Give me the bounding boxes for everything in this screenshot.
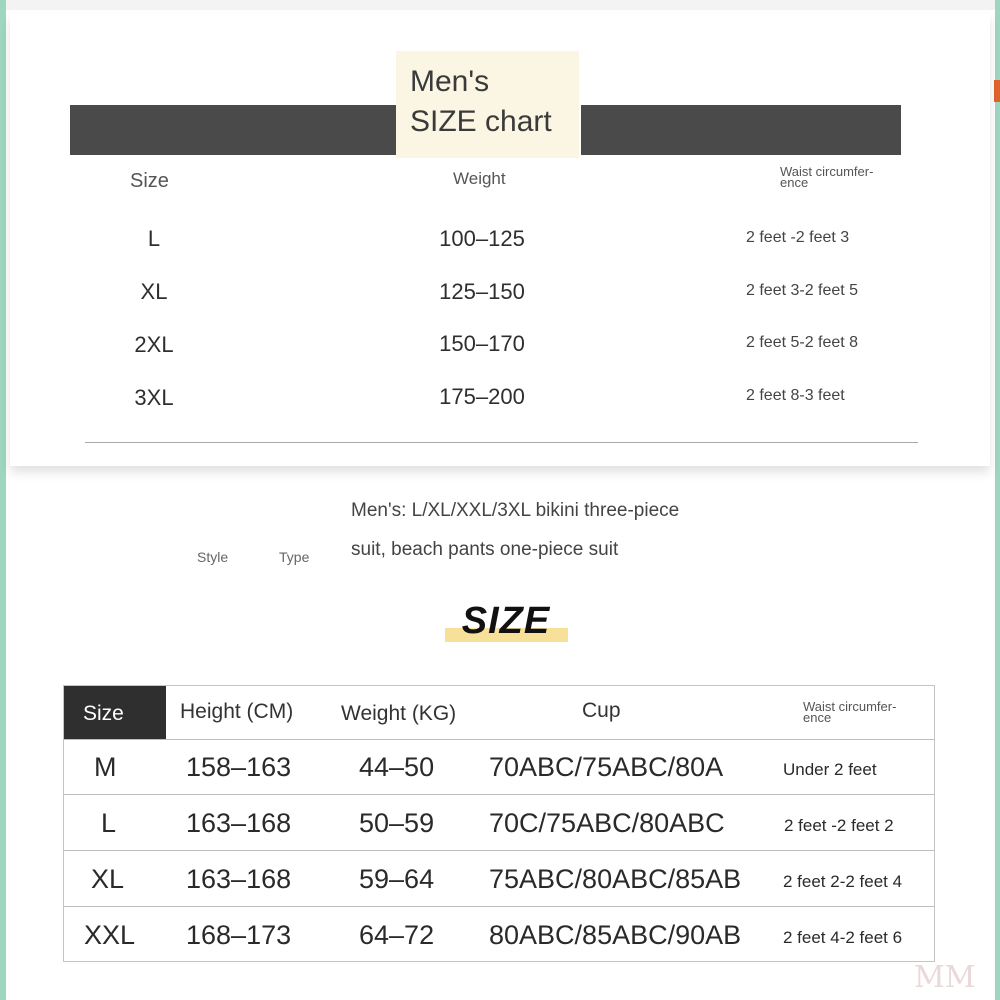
left-edge-stripe xyxy=(0,0,6,1000)
table-row2-waist: 2 feet -2 feet 2 xyxy=(784,816,894,835)
table-row4-cup: 80ABC/85ABC/90AB xyxy=(489,920,742,950)
table-row3-weight: 59–64 xyxy=(359,864,435,894)
table-row4-waist: 2 feet 4-2 feet 6 xyxy=(783,928,903,947)
chart-title-box xyxy=(396,51,579,158)
table-header-weight: Weight (KG) xyxy=(341,702,457,725)
row4-weight: 175–200 xyxy=(439,384,525,409)
table-header-size: Size xyxy=(83,702,124,725)
table-row3-waist: 2 feet 2-2 feet 4 xyxy=(783,872,903,891)
row3-waist: 2 feet 5-2 feet 8 xyxy=(746,334,859,351)
row2-weight: 125–150 xyxy=(439,279,525,304)
row-divider xyxy=(64,794,934,795)
type-label: Type xyxy=(279,549,310,565)
header-bar-left xyxy=(70,105,405,155)
row2-size: XL xyxy=(140,279,168,304)
table-row3-cup: 75ABC/80ABC/85AB xyxy=(489,864,742,894)
row2-waist: 2 feet 3-2 feet 5 xyxy=(746,282,859,299)
table-row1-weight: 44–50 xyxy=(359,752,435,782)
row4-size: 3XL xyxy=(134,385,174,410)
row3-size: 2XL xyxy=(134,332,174,357)
header-bar-right xyxy=(581,105,901,155)
table-row2-size: L xyxy=(101,808,117,838)
product-description-line2: suit, beach pants one-piece suit xyxy=(351,539,619,560)
table-row4-weight: 64–72 xyxy=(359,920,435,950)
table-row3-size: XL xyxy=(91,864,125,894)
watermark: MM xyxy=(914,960,976,995)
table-row2-height: 163–168 xyxy=(186,808,292,838)
header-size: Size xyxy=(130,170,169,192)
row4-waist: 2 feet 8-3 feet xyxy=(746,387,845,404)
mens-size-chart-card xyxy=(10,14,990,466)
row3-weight: 150–170 xyxy=(439,331,525,356)
table-row1-waist: Under 2 feet xyxy=(783,760,877,779)
chart-divider xyxy=(85,442,918,443)
row-divider xyxy=(64,850,934,851)
table-row4-size: XXL xyxy=(84,920,136,950)
style-label: Style xyxy=(197,549,229,565)
table-header-height: Height (CM) xyxy=(180,700,294,723)
size-heading: SIZE xyxy=(461,600,551,642)
row1-weight: 100–125 xyxy=(439,226,525,251)
table-row2-weight: 50–59 xyxy=(359,808,435,838)
row1-waist: 2 feet -2 feet 3 xyxy=(746,229,850,246)
table-row1-height: 158–163 xyxy=(186,752,292,782)
edge-mark xyxy=(994,80,1000,102)
chart-title-line1: Men's xyxy=(410,65,490,98)
row1-size: L xyxy=(147,226,161,251)
header-waist: Waist circumfer- ence xyxy=(780,164,874,190)
top-edge xyxy=(0,0,1000,10)
table-row1-cup: 70ABC/75ABC/80A xyxy=(489,752,724,782)
right-edge-stripe xyxy=(995,0,1000,1000)
table-row3-height: 163–168 xyxy=(186,864,292,894)
row-divider xyxy=(64,739,934,740)
chart-title-line2: SIZE chart xyxy=(410,105,552,138)
row-divider xyxy=(64,906,934,907)
table-row4-height: 168–173 xyxy=(186,920,292,950)
table-row2-cup: 70C/75ABC/80ABC xyxy=(489,808,725,838)
table-header-cup: Cup xyxy=(582,699,621,722)
size-table xyxy=(63,685,935,962)
header-weight: Weight xyxy=(453,169,506,188)
product-description-line1: Men's: L/XL/XXL/3XL bikini three-piece xyxy=(351,500,680,521)
table-header-waist: Waist circumfer- ence xyxy=(803,699,897,725)
table-row1-size: M xyxy=(94,752,117,782)
